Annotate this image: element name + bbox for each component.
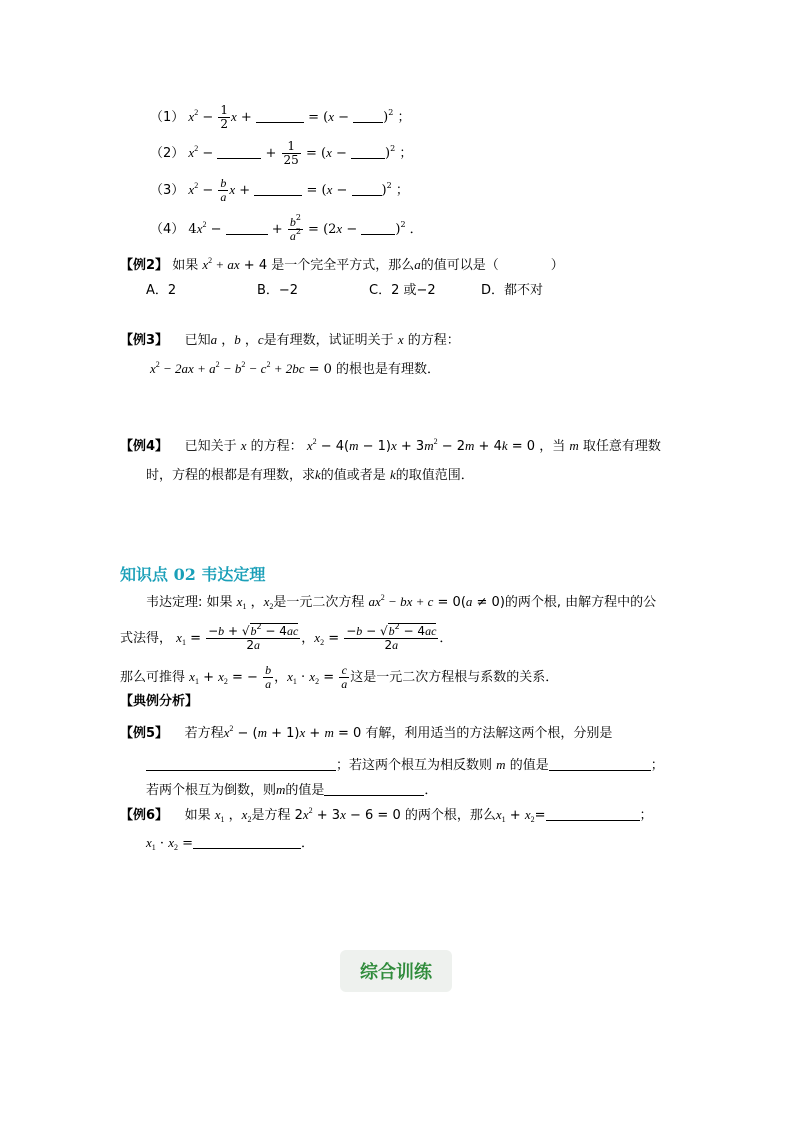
example-6-line2: $x_1 \cdot x_2$ = ． <box>146 835 315 852</box>
option-b[interactable]: B．−2 <box>257 283 299 298</box>
text: 若两个根互为倒数，则 <box>146 783 277 798</box>
text: 取任意有理数 <box>582 439 661 454</box>
text: 是一元二次方程 <box>273 595 365 610</box>
vieta-formula: 式法得， $x_1$ = $\frac{-b + √b^2 - 4ac}{2a}$ ，$x_2$ = $\frac{-b - √b^2 - 4ac}{2a}$ ． <box>120 622 453 652</box>
text: 时，方程的根都是有理数，求 <box>146 468 316 483</box>
answer-blank[interactable] <box>254 183 302 196</box>
item-label: （4） <box>150 222 185 237</box>
text: 那么可推得 <box>120 670 186 685</box>
text: 有解，利用适当的方法解这两个根，分别是 <box>365 726 613 741</box>
example-tag: 【例4】 <box>120 439 169 454</box>
text: 的方程： <box>407 333 460 348</box>
answer-blank[interactable] <box>324 783 424 796</box>
text: 的值或者是 <box>320 468 386 483</box>
analysis-subhead: 【典例分析】 <box>120 694 199 709</box>
text: 已知 <box>184 333 211 348</box>
example-5-question: 【例5】 若方程$x^2 - (m + 1)x + m = 0$ 有解，利用适当的方法解这两个根，分别是 <box>120 724 613 741</box>
item-label: （1） <box>150 110 185 125</box>
answer-blank[interactable] <box>217 146 261 159</box>
example-2-question: 【例2】 如果 $x^2$ + ax + 4 是一个完全平方式，那么a的值可以是（ ） <box>120 256 564 273</box>
text: 的值是 <box>285 783 325 798</box>
text: 是有理数，试证明关于 <box>263 333 394 348</box>
vieta-conclusion: 那么可推得 $x_1 + x_2$ = − $\frac{b}{a}$ ，$x_1 \cdot x_2$ = $\frac{c}{a}$ 这是一元二次方程根与系数的关系． <box>120 663 559 691</box>
answer-blank[interactable] <box>353 110 383 123</box>
example-5-line2: ；若这两个根互为相反数则 m 的值是 ； <box>146 756 664 775</box>
exercise-item-4: （4） $4x^2$ − + $\frac{b^2}{a^2}$ = $(2x - )^2$ ． <box>150 213 423 243</box>
text: 的根也是有理数． <box>336 362 441 377</box>
example-tag: 【例5】 <box>120 726 169 741</box>
example-6-question: 【例6】 如果 $x_1$ ，$x_2$是方程 $2x^2 + 3x - 6 = 0$ 的两个根，那么$x_1 + x_2=$ ； <box>120 806 653 824</box>
text: 的方程： <box>250 439 303 454</box>
item-label: （3） <box>150 183 185 198</box>
text: 的两个根, 由解方程中的公 <box>504 595 657 610</box>
example-2-options <box>146 282 543 300</box>
example-4-continuation: 时，方程的根都是有理数，求k的值或者是 k的取值范围． <box>146 467 474 483</box>
comprehensive-training-badge: 综合训练 <box>340 950 452 992</box>
example-tag: 【例3】 <box>120 333 169 348</box>
answer-blank[interactable] <box>146 758 336 771</box>
text: 的值可以是（ <box>420 258 499 273</box>
text: 韦达定理: 如果 <box>146 595 233 610</box>
text: 是一个完全平方式，那么 <box>271 258 415 273</box>
text: 的值是 <box>509 758 549 773</box>
answer-blank[interactable] <box>226 222 268 235</box>
answer-blank[interactable] <box>351 146 385 159</box>
text: 若方程 <box>184 726 224 741</box>
example-4-question: 【例4】 已知关于 x 的方程： $x^2 - 4(m - 1)x + 3m^2 - 2m + 4k = 0$ ，当 m 取任意有理数 <box>120 437 661 454</box>
answer-blank[interactable] <box>193 836 301 849</box>
exercise-item-3: （3） $x^2$ − $\frac{b}{a}$ x + = $(x - )^2$ ； <box>150 176 409 204</box>
text: 已知关于 <box>184 439 237 454</box>
answer-blank[interactable] <box>256 110 304 123</box>
text: 的取值范围． <box>395 468 474 483</box>
exercise-item-1: （1） $x^2$ − $\frac{1}{2}$ x + = $(x - )^2$ ； <box>150 103 411 131</box>
text: 如果 <box>172 258 199 273</box>
section-heading: 知识点 02 韦达定理 <box>120 565 266 584</box>
example-3-question: 【例3】 已知a ，b ，c是有理数，试证明关于 x 的方程： <box>120 332 460 348</box>
text: 是方程 <box>251 808 291 823</box>
text: ） <box>550 258 564 273</box>
answer-blank[interactable] <box>549 758 651 771</box>
text: ，当 <box>539 439 566 454</box>
answer-blank[interactable] <box>361 222 395 235</box>
text: 式法得， <box>120 631 173 646</box>
text: 的两个根，那么 <box>404 808 496 823</box>
item-label: （2） <box>150 146 185 161</box>
answer-blank[interactable] <box>546 808 640 821</box>
text: 这是一元二次方程根与系数的关系． <box>350 670 559 685</box>
option-a[interactable]: A．2 <box>146 283 177 298</box>
example-tag: 【例2】 <box>120 258 169 273</box>
vieta-intro: 韦达定理: 如果 $x_1$ ，$x_2$是一元二次方程 $ax^2$ − bx + c = 0(a ≠ 0)的两个根, 由解方程中的公 <box>146 593 657 611</box>
option-c[interactable]: C．2 或−2 <box>369 283 436 298</box>
example-tag: 【例6】 <box>120 808 169 823</box>
example-3-equation: $x^2 - 2ax + a^2 - b^2 - c^2 + 2bc = 0$ 的根也是有理数． <box>150 360 441 377</box>
text: ；若这两个根互为相反数则 <box>336 758 493 773</box>
answer-blank[interactable] <box>352 183 382 196</box>
example-5-line3: 若两个根互为倒数，则m的值是 ． <box>146 782 438 798</box>
exercise-item-2: （2） $x^2$ − + $\frac{1}{25}$ = $(x - )^2$ ； <box>150 139 413 167</box>
option-d[interactable]: D．都不对 <box>481 283 544 298</box>
text: 如果 <box>184 808 211 823</box>
